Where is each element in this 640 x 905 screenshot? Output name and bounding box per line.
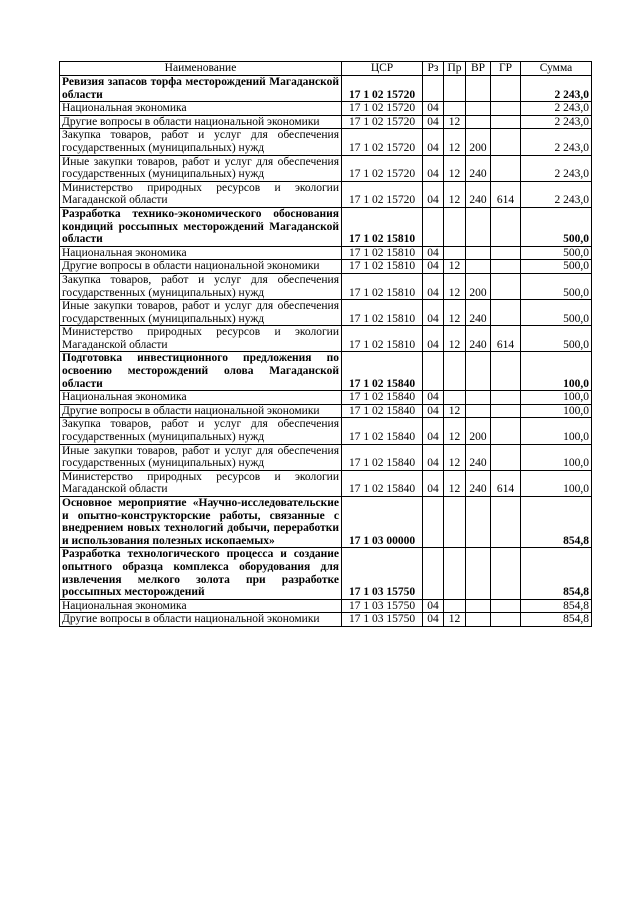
cell-sum: 2 243,0 xyxy=(521,129,592,155)
cell-vr xyxy=(466,391,491,405)
cell-rz: 04 xyxy=(423,181,444,207)
table-row xyxy=(60,181,592,207)
cell-sum: 854,8 xyxy=(521,599,592,613)
header-gr: ГР xyxy=(491,62,521,76)
cell-name: Национальная экономика xyxy=(60,599,342,613)
cell-rz xyxy=(423,497,444,548)
table-row xyxy=(60,497,592,548)
cell-csr: 17 1 02 15810 xyxy=(342,326,423,352)
cell-pr: 12 xyxy=(444,115,466,129)
cell-csr: 17 1 02 15840 xyxy=(342,391,423,405)
cell-rz: 04 xyxy=(423,260,444,274)
cell-gr xyxy=(491,273,521,299)
cell-name: Подготовка инвестиционного предложения по освоению месторождений олова Магаданской области xyxy=(60,352,342,391)
cell-csr: 17 1 02 15840 xyxy=(342,470,423,496)
cell-csr: 17 1 03 15750 xyxy=(342,613,423,627)
cell-name: Ревизия запасов торфа месторождений Магаданской области xyxy=(60,76,342,102)
cell-sum: 100,0 xyxy=(521,404,592,418)
cell-sum: 500,0 xyxy=(521,207,592,246)
cell-vr: 240 xyxy=(466,155,491,181)
cell-rz: 04 xyxy=(423,300,444,326)
cell-rz: 04 xyxy=(423,470,444,496)
cell-sum: 2 243,0 xyxy=(521,102,592,116)
cell-pr xyxy=(444,207,466,246)
cell-vr xyxy=(466,497,491,548)
cell-vr: 200 xyxy=(466,418,491,444)
header-name: Наименование xyxy=(60,62,342,76)
cell-gr xyxy=(491,260,521,274)
cell-csr: 17 1 02 15810 xyxy=(342,273,423,299)
cell-csr: 17 1 02 15720 xyxy=(342,76,423,102)
cell-csr: 17 1 02 15810 xyxy=(342,207,423,246)
table-row xyxy=(60,470,592,496)
cell-pr: 12 xyxy=(444,181,466,207)
budget-table-page xyxy=(59,61,591,627)
cell-pr xyxy=(444,352,466,391)
cell-rz: 04 xyxy=(423,444,444,470)
cell-csr: 17 1 02 15810 xyxy=(342,300,423,326)
cell-pr xyxy=(444,246,466,260)
cell-sum: 500,0 xyxy=(521,273,592,299)
cell-gr xyxy=(491,115,521,129)
table-row xyxy=(60,326,592,352)
cell-sum: 500,0 xyxy=(521,326,592,352)
cell-pr xyxy=(444,102,466,116)
cell-gr xyxy=(491,155,521,181)
table-row xyxy=(60,76,592,102)
cell-name: Закупка товаров, работ и услуг для обеспечения государственных (муниципальных) нужд xyxy=(60,418,342,444)
cell-gr xyxy=(491,129,521,155)
cell-rz: 04 xyxy=(423,246,444,260)
cell-rz: 04 xyxy=(423,613,444,627)
cell-gr xyxy=(491,246,521,260)
table-body xyxy=(60,76,592,627)
cell-name: Закупка товаров, работ и услуг для обеспечения государственных (муниципальных) нужд xyxy=(60,273,342,299)
table-row xyxy=(60,155,592,181)
cell-pr: 12 xyxy=(444,129,466,155)
cell-rz: 04 xyxy=(423,599,444,613)
cell-csr: 17 1 02 15840 xyxy=(342,418,423,444)
cell-gr xyxy=(491,102,521,116)
cell-vr: 200 xyxy=(466,129,491,155)
cell-gr xyxy=(491,391,521,405)
cell-rz xyxy=(423,76,444,102)
cell-gr xyxy=(491,444,521,470)
cell-rz: 04 xyxy=(423,102,444,116)
cell-sum: 500,0 xyxy=(521,300,592,326)
cell-gr: 614 xyxy=(491,181,521,207)
cell-rz: 04 xyxy=(423,326,444,352)
cell-pr: 12 xyxy=(444,155,466,181)
table-row xyxy=(60,404,592,418)
cell-pr: 12 xyxy=(444,300,466,326)
cell-gr xyxy=(491,418,521,444)
cell-vr: 240 xyxy=(466,470,491,496)
cell-sum: 2 243,0 xyxy=(521,155,592,181)
cell-csr: 17 1 02 15810 xyxy=(342,260,423,274)
cell-gr xyxy=(491,404,521,418)
header-vr: ВР xyxy=(466,62,491,76)
cell-sum: 854,8 xyxy=(521,497,592,548)
cell-csr: 17 1 02 15840 xyxy=(342,404,423,418)
cell-vr xyxy=(466,260,491,274)
cell-vr: 240 xyxy=(466,444,491,470)
cell-pr xyxy=(444,391,466,405)
cell-sum: 500,0 xyxy=(521,246,592,260)
cell-rz: 04 xyxy=(423,404,444,418)
cell-rz: 04 xyxy=(423,391,444,405)
cell-name: Разработка технико-экономического обоснования кондиций россыпных месторождений Магаданской области xyxy=(60,207,342,246)
cell-name: Разработка технологического процесса и создание опытного образца комплекса оборудования для извлечения мелкого золота при разработке россыпных месторождений xyxy=(60,548,342,599)
cell-sum: 854,8 xyxy=(521,548,592,599)
cell-csr: 17 1 02 15720 xyxy=(342,115,423,129)
cell-name: Другие вопросы в области национальной экономики xyxy=(60,115,342,129)
cell-pr: 12 xyxy=(444,418,466,444)
cell-vr xyxy=(466,613,491,627)
table-row xyxy=(60,418,592,444)
cell-vr: 200 xyxy=(466,273,491,299)
cell-sum: 2 243,0 xyxy=(521,76,592,102)
cell-name: Иные закупки товаров, работ и услуг для обеспечения государственных (муниципальных) нужд xyxy=(60,155,342,181)
cell-vr xyxy=(466,599,491,613)
cell-name: Другие вопросы в области национальной экономики xyxy=(60,404,342,418)
cell-csr: 17 1 02 15840 xyxy=(342,352,423,391)
cell-vr: 240 xyxy=(466,326,491,352)
cell-gr xyxy=(491,613,521,627)
cell-gr: 614 xyxy=(491,326,521,352)
table-row xyxy=(60,115,592,129)
cell-name: Национальная экономика xyxy=(60,391,342,405)
cell-sum: 100,0 xyxy=(521,391,592,405)
cell-gr xyxy=(491,76,521,102)
cell-rz: 04 xyxy=(423,115,444,129)
cell-sum: 2 243,0 xyxy=(521,115,592,129)
table-row xyxy=(60,391,592,405)
cell-pr xyxy=(444,548,466,599)
cell-rz xyxy=(423,352,444,391)
cell-rz: 04 xyxy=(423,273,444,299)
cell-pr: 12 xyxy=(444,470,466,496)
cell-pr xyxy=(444,599,466,613)
cell-rz xyxy=(423,207,444,246)
table-row xyxy=(60,260,592,274)
cell-pr: 12 xyxy=(444,444,466,470)
cell-sum: 854,8 xyxy=(521,613,592,627)
cell-pr: 12 xyxy=(444,613,466,627)
cell-vr xyxy=(466,352,491,391)
cell-csr: 17 1 02 15720 xyxy=(342,129,423,155)
cell-gr xyxy=(491,599,521,613)
cell-gr xyxy=(491,548,521,599)
cell-name: Министерство природных ресурсов и экологии Магаданской области xyxy=(60,181,342,207)
table-row xyxy=(60,273,592,299)
table-row xyxy=(60,599,592,613)
cell-sum: 500,0 xyxy=(521,260,592,274)
cell-gr xyxy=(491,497,521,548)
cell-name: Закупка товаров, работ и услуг для обеспечения государственных (муниципальных) нужд xyxy=(60,129,342,155)
cell-pr xyxy=(444,76,466,102)
header-csr: ЦСР xyxy=(342,62,423,76)
cell-name: Министерство природных ресурсов и экологии Магаданской области xyxy=(60,470,342,496)
cell-vr xyxy=(466,246,491,260)
cell-name: Другие вопросы в области национальной экономики xyxy=(60,613,342,627)
cell-rz: 04 xyxy=(423,129,444,155)
cell-vr xyxy=(466,207,491,246)
cell-vr: 240 xyxy=(466,300,491,326)
cell-csr: 17 1 03 15750 xyxy=(342,599,423,613)
cell-gr xyxy=(491,207,521,246)
cell-sum: 100,0 xyxy=(521,418,592,444)
budget-table xyxy=(59,61,592,627)
cell-sum: 100,0 xyxy=(521,444,592,470)
cell-pr: 12 xyxy=(444,260,466,274)
cell-gr xyxy=(491,300,521,326)
cell-csr: 17 1 02 15720 xyxy=(342,102,423,116)
table-header-row xyxy=(60,62,592,76)
cell-csr: 17 1 02 15720 xyxy=(342,155,423,181)
table-row xyxy=(60,207,592,246)
cell-gr xyxy=(491,352,521,391)
table-row xyxy=(60,444,592,470)
cell-name: Национальная экономика xyxy=(60,102,342,116)
cell-sum: 100,0 xyxy=(521,352,592,391)
header-pr: Пр xyxy=(444,62,466,76)
table-row xyxy=(60,352,592,391)
table-row xyxy=(60,300,592,326)
cell-name: Иные закупки товаров, работ и услуг для обеспечения государственных (муниципальных) нужд xyxy=(60,300,342,326)
table-row xyxy=(60,246,592,260)
cell-csr: 17 1 03 15750 xyxy=(342,548,423,599)
cell-rz: 04 xyxy=(423,155,444,181)
cell-pr: 12 xyxy=(444,326,466,352)
cell-csr: 17 1 02 15840 xyxy=(342,444,423,470)
cell-csr: 17 1 03 00000 xyxy=(342,497,423,548)
cell-vr xyxy=(466,115,491,129)
table-row xyxy=(60,548,592,599)
cell-vr xyxy=(466,404,491,418)
cell-name: Иные закупки товаров, работ и услуг для обеспечения государственных (муниципальных) нужд xyxy=(60,444,342,470)
cell-sum: 2 243,0 xyxy=(521,181,592,207)
cell-vr xyxy=(466,76,491,102)
cell-sum: 100,0 xyxy=(521,470,592,496)
cell-csr: 17 1 02 15810 xyxy=(342,246,423,260)
cell-vr: 240 xyxy=(466,181,491,207)
cell-pr: 12 xyxy=(444,404,466,418)
cell-name: Другие вопросы в области национальной экономики xyxy=(60,260,342,274)
cell-gr: 614 xyxy=(491,470,521,496)
cell-name: Министерство природных ресурсов и экологии Магаданской области xyxy=(60,326,342,352)
cell-name: Основное мероприятие «Научно-исследовательские и опытно-конструкторские работы, связанные с внедрением новых технологий добычи, переработки и использования полезных ископаемых» xyxy=(60,497,342,548)
table-row xyxy=(60,102,592,116)
cell-rz: 04 xyxy=(423,418,444,444)
cell-name: Национальная экономика xyxy=(60,246,342,260)
cell-csr: 17 1 02 15720 xyxy=(342,181,423,207)
cell-rz xyxy=(423,548,444,599)
cell-vr xyxy=(466,102,491,116)
header-sum: Сумма xyxy=(521,62,592,76)
cell-pr xyxy=(444,497,466,548)
cell-vr xyxy=(466,548,491,599)
table-row xyxy=(60,129,592,155)
cell-pr: 12 xyxy=(444,273,466,299)
header-rz: Рз xyxy=(423,62,444,76)
table-row xyxy=(60,613,592,627)
